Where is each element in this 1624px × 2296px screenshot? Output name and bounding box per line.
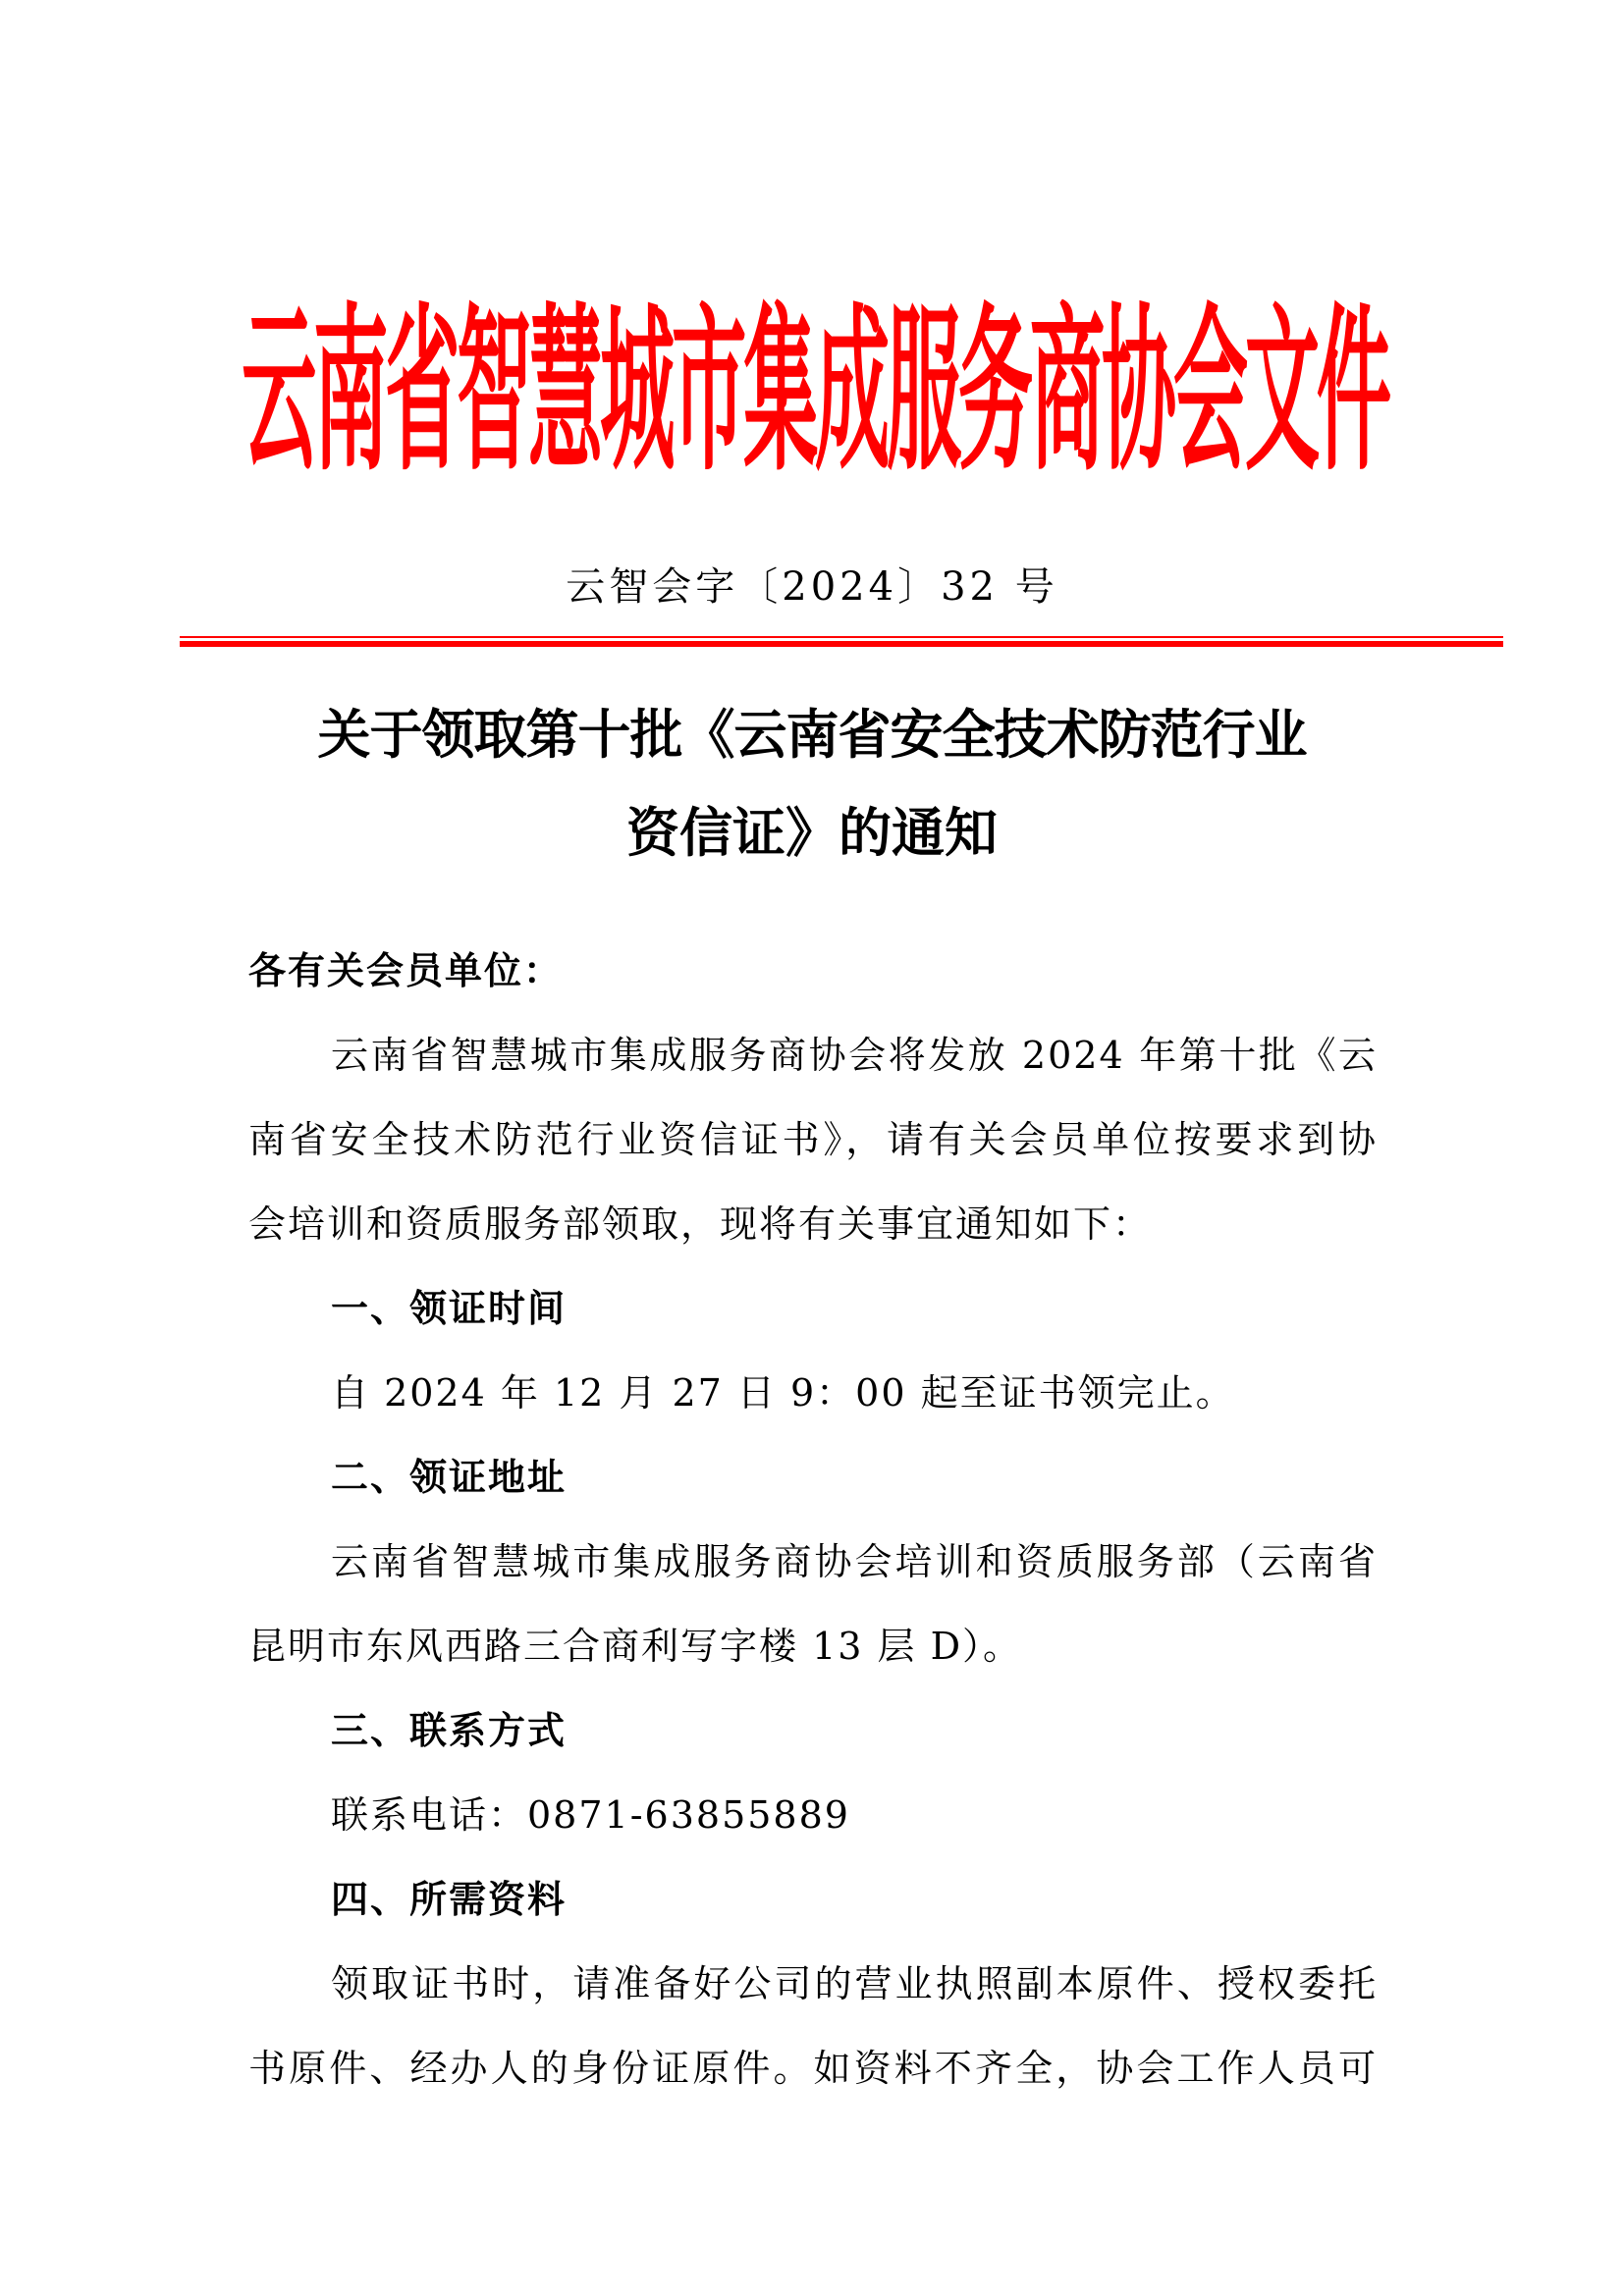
- section-address-line-2: 昆明市东风西路三合商利写字楼 13 层 D）。: [248, 1625, 1023, 1668]
- notice-title-line-2: 资信证》的通知: [626, 802, 998, 864]
- section-heading-address: 二、领证地址: [331, 1456, 568, 1499]
- notice-title-line-1: 关于领取第十批《云南省安全技术防范行业: [317, 704, 1307, 766]
- section-materials-line-1: 领取证书时，请准备好公司的营业执照副本原件、授权委托: [331, 1962, 1378, 2005]
- section-heading-contact: 三、联系方式: [331, 1709, 568, 1752]
- section-heading-time: 一、领证时间: [331, 1287, 568, 1330]
- issuer-header-text: 云南省智慧城市集成服务商协会文件: [242, 288, 1388, 495]
- section-time-text: 自 2024 年 12 月 27 日 9：00 起至证书领完止。: [331, 1371, 1235, 1415]
- intro-paragraph-line-2: 南省安全技术防范行业资信证书》，请有关会员单位按要求到协: [248, 1118, 1378, 1161]
- section-contact-phone: 联系电话：0871-63855889: [331, 1793, 850, 1837]
- document-number: 云智会字〔2024〕32 号: [566, 564, 1058, 610]
- salutation: 各有关会员单位：: [248, 949, 564, 992]
- red-rule-thin: [180, 636, 1503, 638]
- intro-paragraph-line-3: 会培训和资质服务部领取，现将有关事宜通知如下：: [248, 1202, 1153, 1246]
- section-materials-line-2: 书原件、经办人的身份证原件。如资料不齐全，协会工作人员可: [248, 2047, 1378, 2090]
- intro-paragraph-line-1: 云南省智慧城市集成服务商协会将发放 2024 年第十批《云: [331, 1034, 1378, 1077]
- red-rule-thick: [180, 641, 1503, 647]
- section-address-line-1: 云南省智慧城市集成服务商协会培训和资质服务部（云南省: [331, 1540, 1378, 1583]
- issuer-header: [236, 273, 1394, 495]
- section-heading-materials: 四、所需资料: [331, 1878, 568, 1921]
